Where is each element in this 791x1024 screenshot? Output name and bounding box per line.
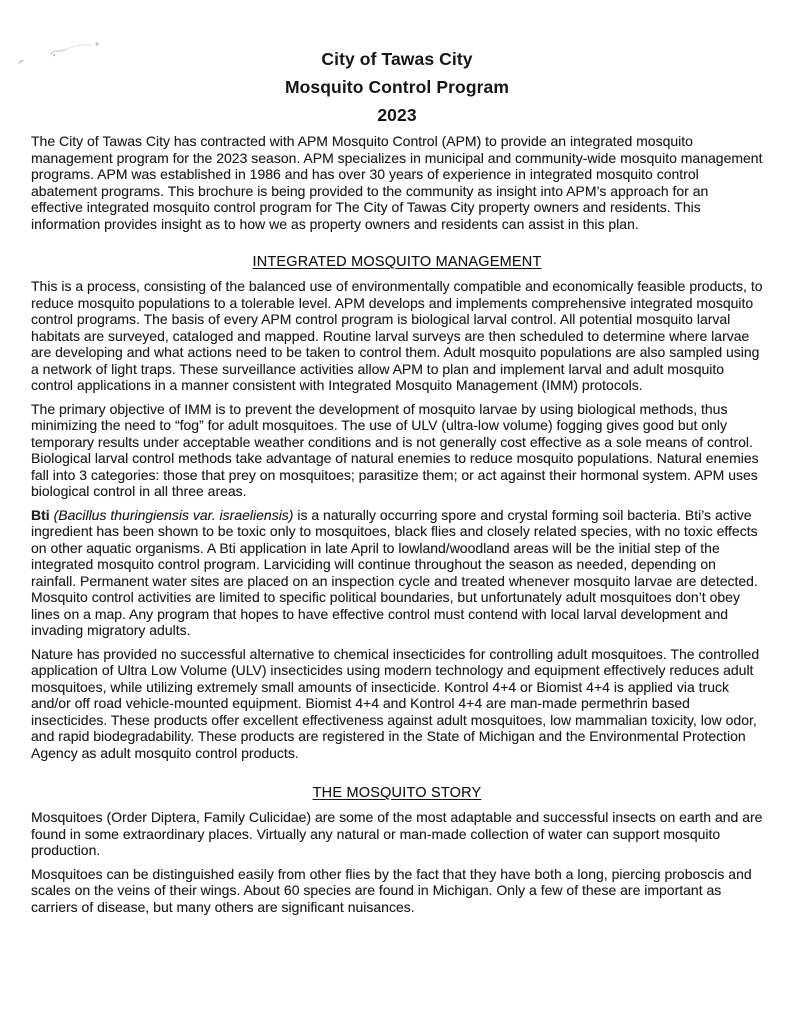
- story-paragraph-2: Mosquitoes can be distinguished easily from other flies by the fact that they have both a long, piercing proboscis and scales on the veins of their wings. About 60 species are found in Michigan. Only a few of these are important as carriers of disease, but many others are significant nuisances.: [31, 865, 752, 915]
- document-title: City of Tawas City: [321, 49, 473, 69]
- document-year: 2023: [377, 105, 417, 125]
- section-heading-integrated-mosquito-management: INTEGRATED MOSQUITO MANAGEMENT: [252, 254, 542, 270]
- document-subtitle: Mosquito Control Program: [284, 77, 510, 97]
- section-heading-mosquito-story: THE MOSQUITO STORY: [312, 785, 482, 801]
- story-paragraph-1: Mosquitoes (Order Diptera, Family Culicidae) are some of the most adaptable and successful insects on earth and are found in some extraordinary places. Virtually any natural or man-made collection of water can support mosquito production.: [31, 809, 763, 858]
- bti-term: Bti: [31, 506, 50, 523]
- imm-paragraph-1: This is a process, consisting of the balanced use of environmentally compatible and economically feasible products, to reduce mosquito populations to a tolerable level. APM develops and implements comprehensive integrated mosquito control programs. The basis of every APM control program is biological larval control. All potential mosquito larval habitats are surveyed, cataloged and mapped. Routine larval surveys are then scheduled to determine where larvae are developing and what actions need to be taken to control them. Adult mosquito populations are also sampled using a network of light traps. These surveillance activities allow APM to plan and implement larval and adult mosquito control applications in a manner consistent with Integrated Mosquito Management (IMM) protocols.: [31, 278, 763, 393]
- nature-paragraph: Nature has provided no successful alternative to chemical insecticides for controlling adult mosquitoes. The controlled application of Ultra Low Volume (ULV) insecticides using modern technology and equipment effectively reduces adult mosquitoes, while utilizing extremely small amounts of insecticide. Kontrol 4+4 or Biomist 4+4 is applied via truck and/or off road vehicle-mounted equipment. Biomist 4+4 and Kontrol 4+4 are man-made permethrin based insecticides. These products offer excellent effectiveness against adult mosquitoes, low mammalian toxicity, low odor, and rapid biodegradability. These products are registered in the State of Michigan and the Environmental Protection Agency as adult mosquito control products.: [31, 645, 760, 761]
- intro-paragraph: The City of Tawas City has contracted with APM Mosquito Control (APM) to provide an integrated mosquito management program for the 2023 season. APM specializes in municipal and community-wide mosquito management programs. APM was established in 1986 and has over 30 years of experience in integrated mosquito control abatement programs. This brochure is being provided to the community as insight into APM’s approach for an effective integrated mosquito control program for The City of Tawas City property owners and residents. This information provides insight as to how we as property owners and residents can assist in this plan.: [31, 133, 763, 232]
- document-title-block: [31, 49, 763, 125]
- bti-paragraph: [31, 507, 763, 639]
- bti-species-name: (Bacillus thuringiensis var. israeliensis): [53, 506, 294, 523]
- bti-paragraph-text: is a naturally occurring spore and crystal forming soil bacteria. Bti’s active ingredient has been shown to be toxic only to mosquitoes, black flies and closely related species, with no toxic effects on other aquatic organisms. A Bti application in late April to lowland/woodland areas will be the initial step of the integrated mosquito control program. Larviciding will continue throughout the season as needed, depending on rainfall. Permanent water sites are placed on an inspection cycle and treated whenever mosquito larvae are detected. Mosquito control activities are limited to specific political boundaries, but unfortunately adult mosquitoes don’t obey lines on a map. Any program that hopes to have effective control must contend with local larval development and invading migratory adults.: [31, 506, 758, 638]
- imm-paragraph-2: The primary objective of IMM is to prevent the development of mosquito larvae by using biological methods, thus minimizing the need to “fog” for adult mosquitoes. The use of ULV (ultra-low volume) fogging gives good but only temporary results under acceptable weather conditions and is not generally cost effective as a sole means of control. Biological larval control methods take advantage of natural enemies to reduce mosquito populations. Natural enemies fall into 3 categories: those that prey on mosquitoes; parasitize them; or act against their hormonal system. APM uses biological control in all three areas.: [31, 400, 759, 499]
